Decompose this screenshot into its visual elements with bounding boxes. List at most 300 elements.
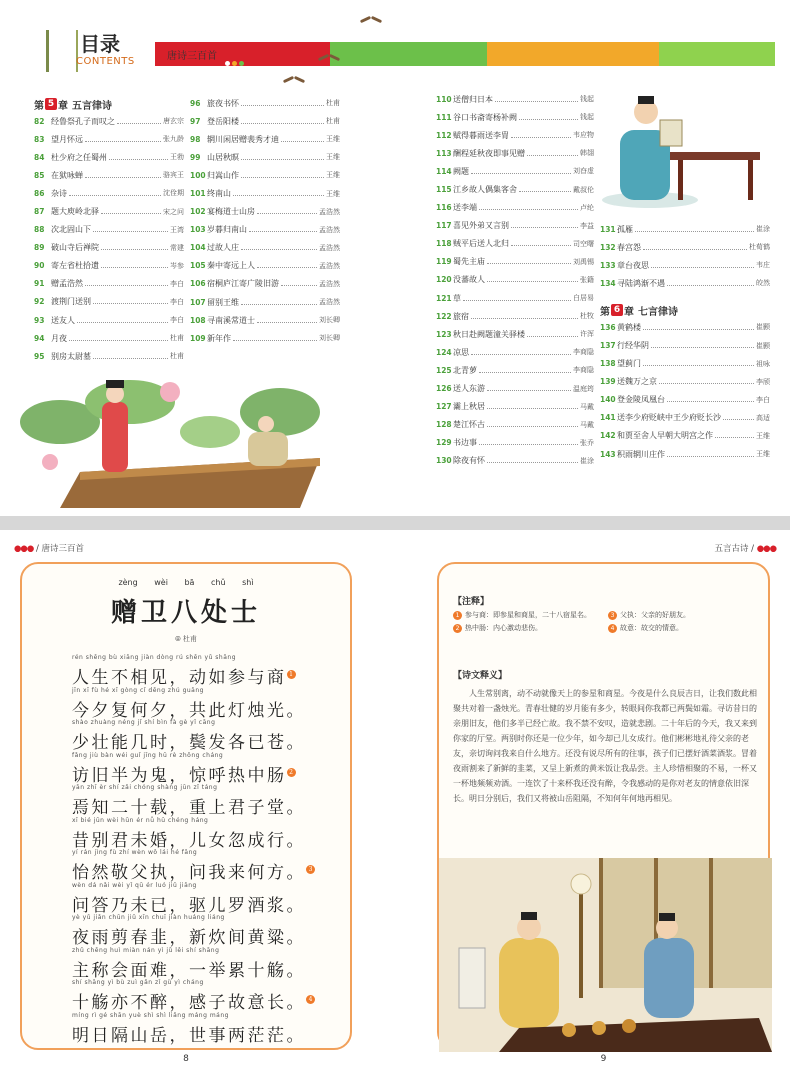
toc-leader bbox=[117, 119, 161, 124]
poem-line-text: 焉知二十载，重上君子堂。 bbox=[72, 798, 306, 818]
toc-entry-page: 90 bbox=[34, 261, 45, 271]
toc-entry-title: 破山寺后禅院 bbox=[51, 243, 99, 253]
toc-entry-page: 100 bbox=[190, 170, 206, 180]
toc-leader bbox=[249, 227, 317, 232]
page-number-left: 8 bbox=[183, 1054, 189, 1064]
poem-line-text: 今夕复何夕，共此灯烛光。 bbox=[72, 700, 306, 721]
toc-entry-page: 82 bbox=[34, 116, 45, 126]
toc-entry bbox=[436, 126, 594, 144]
toc-entry bbox=[436, 343, 594, 361]
right-page-header: 五言古诗 / ●●● bbox=[714, 544, 776, 554]
toc-entry-author: 王维 bbox=[756, 450, 770, 459]
toc-entry bbox=[34, 184, 184, 202]
toc-entry bbox=[436, 307, 594, 325]
toc-leader bbox=[233, 336, 317, 341]
toc-leader bbox=[643, 361, 754, 366]
toc-entry bbox=[600, 445, 770, 463]
toc-entry-author: 刘长卿 bbox=[319, 316, 340, 325]
toc-entry-author: 马戴 bbox=[580, 420, 594, 429]
poem-line bbox=[72, 1012, 322, 1045]
toc-leader bbox=[241, 173, 324, 178]
toc-entry-author: 孟浩然 bbox=[319, 225, 340, 234]
toc-entry bbox=[600, 274, 770, 292]
toc-leader bbox=[69, 191, 161, 196]
toc-entry-page: 93 bbox=[34, 315, 45, 325]
toc-entry-title: 杜少府之任蜀州 bbox=[51, 152, 107, 162]
toc-entry-author: 王维 bbox=[756, 431, 770, 440]
explain-text: 人生常别离，动不动就像天上的参星和商星。今夜是什么良辰吉日，让我们数此相聚共对着一盏烛光。青春壮健的岁月能有多少，转眼间你我都已两鬓如霜。寻访昔日的亲朋旧友，他们多半已经亡故。我不禁不安叹，造就悲剧。二十年后的今天，我又来到你家的厅堂。两别时你还是一位少年，如今却已儿女成行。他们彬彬地礼待父亲的老友，亲切询问我来自什么地方。还没有说尽所有的往事，孩子们已摆好酒菜酒浆。冒着夜雨割来了新鲜的韭菜，又呈上新煮的黄米饭让我品尝。主人珍惜相聚的不易，一杯又一杯地频频劝酒。一连饮了十来杯我还没有醉，令我感动的是你对老友的情意依旧深长。明日分别后，我们又将被山岳阻隔，不知何年何地再相见。 bbox=[453, 689, 757, 803]
toc-entry bbox=[34, 275, 184, 293]
poem-spread bbox=[0, 530, 790, 1070]
poem-line bbox=[72, 849, 322, 882]
toc-leader bbox=[241, 101, 324, 106]
toc-entry-title: 赋得暮雨送李胄 bbox=[453, 130, 509, 140]
toc-entry bbox=[190, 257, 340, 275]
toc-entry-page: 124 bbox=[436, 347, 452, 357]
toc-entry-title: 山居秋暝 bbox=[207, 152, 239, 162]
toc-entry-title: 新年作 bbox=[207, 333, 231, 343]
toc-leader bbox=[635, 227, 754, 232]
toc-entry bbox=[34, 239, 184, 257]
toc-leader bbox=[723, 415, 754, 420]
banquet-illustration bbox=[439, 858, 772, 1052]
toc-entry-page: 137 bbox=[600, 341, 616, 351]
toc-leader bbox=[479, 368, 571, 373]
toc-leader bbox=[643, 325, 754, 330]
toc-entry-page: 139 bbox=[600, 377, 616, 387]
toc-leader bbox=[487, 422, 578, 427]
left-page-header: ●●● / 唐诗三百首 bbox=[14, 544, 85, 554]
toc-entry bbox=[190, 166, 340, 184]
toc-entry-title: 寻南溪常道士 bbox=[207, 315, 255, 325]
toc-leader bbox=[241, 155, 324, 160]
toc-entry-page: 86 bbox=[34, 188, 45, 198]
toc-entry-page: 95 bbox=[34, 351, 45, 361]
poem-line-text: 十觞亦不醉，感子故意长。 4 bbox=[72, 988, 322, 1013]
toc-entry-page: 141 bbox=[600, 413, 616, 423]
toc-entry bbox=[34, 221, 184, 239]
toc-leader bbox=[651, 343, 754, 348]
toc-entry bbox=[190, 293, 340, 311]
toc-entry-author: 孟浩然 bbox=[319, 279, 340, 288]
toc-entry bbox=[600, 355, 770, 373]
note-marker: 1 bbox=[287, 670, 296, 679]
poem-line-pinyin: yè yǔ jiǎn chūn jiǔ xīn chuī jiàn huáng liáng bbox=[72, 914, 225, 921]
toc-entry bbox=[436, 235, 594, 253]
poem-line-pinyin: rén shēng bù xiāng jiàn dòng rú shēn yǔ shāng bbox=[72, 654, 237, 661]
toc-entry-author: 高适 bbox=[756, 413, 770, 422]
poem-title: 赠卫八处士 bbox=[110, 598, 261, 628]
toc-entry-title: 终南山 bbox=[207, 189, 231, 199]
toc-leader bbox=[643, 245, 747, 250]
toc-leader bbox=[85, 281, 168, 286]
toc-entry-author: 宋之问 bbox=[163, 207, 184, 216]
poem-line bbox=[72, 947, 322, 980]
chapter-heading: 第 5 章 五言律诗 bbox=[34, 99, 112, 112]
note-marker: 4 bbox=[306, 995, 315, 1004]
poem-line bbox=[72, 719, 322, 752]
toc-entry-page: 119 bbox=[436, 257, 452, 267]
toc-entry bbox=[190, 311, 340, 329]
toc-leader bbox=[667, 397, 754, 402]
toc-entry-title: 灞上秋居 bbox=[453, 402, 485, 412]
toc-entry-title: 送魏万之京 bbox=[617, 377, 657, 387]
toc-entry-page: 96 bbox=[190, 98, 201, 108]
poem-line-text: 人生不相见，动如参与商 1 bbox=[72, 663, 322, 688]
toc-entry-title: 除夜有怀 bbox=[453, 456, 485, 466]
bird-icon bbox=[318, 52, 340, 64]
toc-entry-page: 129 bbox=[436, 438, 452, 448]
toc-entry bbox=[436, 361, 594, 379]
toc-entry-author: 温庭筠 bbox=[573, 384, 594, 393]
toc-entry-author: 司空曙 bbox=[573, 239, 594, 248]
toc-entry-page: 143 bbox=[600, 449, 616, 459]
toc-leader bbox=[519, 187, 571, 192]
poem-body bbox=[72, 654, 322, 1044]
toc-entry-author: 孟浩然 bbox=[319, 261, 340, 270]
toc-leader bbox=[487, 259, 571, 264]
toc-entry-author: 李商隐 bbox=[573, 366, 594, 375]
toc-entry-title: 行经华阴 bbox=[617, 341, 649, 351]
poem-line-text: 夜雨剪春韭，新炊间黄粱。 bbox=[72, 928, 306, 948]
book-name: 唐诗三百首 bbox=[167, 51, 217, 62]
toc-entry-author: 崔颢 bbox=[756, 341, 770, 350]
toc-entry bbox=[190, 94, 340, 112]
toc-entry bbox=[600, 409, 770, 427]
poem-line-pinyin: yān zhī èr shí zǎi chóng shàng jūn zǐ táng bbox=[72, 784, 218, 791]
toc-entry bbox=[436, 253, 594, 271]
toc-entry-title: 送李端 bbox=[453, 203, 477, 213]
toc-entry-author: 李白 bbox=[756, 395, 770, 404]
toc-entry-title: 归嵩山作 bbox=[207, 170, 239, 180]
toc-entry bbox=[436, 380, 594, 398]
toc-entry-author: 李白 bbox=[170, 316, 184, 325]
toc-leader bbox=[487, 458, 578, 463]
toc-leader bbox=[257, 209, 317, 214]
toc-entry bbox=[600, 238, 770, 256]
toc-entry bbox=[190, 112, 340, 130]
toc-entry bbox=[34, 148, 184, 166]
toc-entry bbox=[436, 90, 594, 108]
toc-leader bbox=[487, 386, 571, 391]
toc-leader bbox=[715, 433, 754, 438]
toc-entry-page: 85 bbox=[34, 170, 45, 180]
toc-entry-author: 钱起 bbox=[580, 95, 594, 104]
toc-column-1 bbox=[34, 96, 184, 365]
toc-entry-author: 杜荀鹤 bbox=[749, 243, 770, 252]
toc-leader bbox=[479, 205, 578, 210]
toc-entry bbox=[190, 130, 340, 148]
toc-leader bbox=[241, 119, 324, 124]
toc-entry-title: 别房太尉墓 bbox=[51, 351, 91, 361]
toc-leader bbox=[77, 318, 168, 323]
toc-entry bbox=[190, 239, 340, 257]
toc-entry-author: 杜牧 bbox=[580, 312, 594, 321]
toc-entry-page: 140 bbox=[600, 395, 616, 405]
toc-entry-title: 蜀先主庙 bbox=[453, 257, 485, 267]
toc-entry-title: 望蓟门 bbox=[617, 359, 641, 369]
toc-entry-title: 经鲁祭孔子而叹之 bbox=[51, 116, 115, 126]
toc-title: 目录 bbox=[80, 32, 120, 56]
toc-entry bbox=[34, 257, 184, 275]
toc-leader bbox=[495, 97, 578, 102]
toc-logo bbox=[40, 26, 170, 78]
toc-entry-title: 书边事 bbox=[453, 438, 477, 448]
toc-entry bbox=[34, 112, 184, 130]
poem-line-pinyin: xī bié jūn wèi hūn ér nǚ hū chéng háng bbox=[72, 816, 209, 824]
toc-entry-title: 孤雁 bbox=[617, 224, 633, 234]
toc-subtitle: CONTENTS bbox=[76, 56, 135, 67]
note-item: 2 热中肠：内心激动悲伤。 bbox=[453, 623, 608, 636]
toc-entry bbox=[34, 202, 184, 220]
toc-entry bbox=[190, 275, 340, 293]
toc-entry bbox=[436, 180, 594, 198]
toc-entry-title: 赠孟浩然 bbox=[51, 279, 83, 289]
toc-entry-page: 121 bbox=[436, 293, 452, 303]
toc-header-bar bbox=[155, 42, 775, 66]
toc-entry-author: 骆宾王 bbox=[163, 171, 184, 180]
toc-entry-author: 张乔 bbox=[580, 438, 594, 447]
toc-entry-page: 101 bbox=[190, 189, 206, 199]
toc-entry-page: 133 bbox=[600, 260, 616, 270]
toc-entry-author: 韦庄 bbox=[756, 261, 770, 270]
brush-holder-icon bbox=[46, 30, 78, 72]
toc-leader bbox=[281, 137, 324, 142]
toc-entry-page: 103 bbox=[190, 225, 206, 235]
toc-entry-title: 北青萝 bbox=[453, 365, 477, 375]
toc-entry-title: 旅夜书怀 bbox=[207, 98, 239, 108]
toc-entry-page: 142 bbox=[600, 431, 616, 441]
toc-leader bbox=[527, 151, 578, 156]
toc-entry bbox=[34, 293, 184, 311]
toc-entry-page: 112 bbox=[436, 130, 452, 140]
toc-entry-author: 沈佺期 bbox=[163, 189, 184, 198]
toc-entry-title: 在狱咏蝉 bbox=[51, 170, 83, 180]
toc-entry-author: 王勃 bbox=[170, 153, 184, 162]
toc-entry bbox=[190, 148, 340, 166]
toc-entry-title: 题大庾岭北驿 bbox=[51, 207, 99, 217]
notes-panel bbox=[437, 562, 770, 1064]
toc-entry-title: 章台夜思 bbox=[617, 260, 649, 270]
toc-entry-page: 118 bbox=[436, 239, 452, 249]
poem-line-pinyin: míng rì gé shān yuè shì shì liǎng máng máng bbox=[72, 1011, 229, 1019]
toc-entry-author: 杜甫 bbox=[170, 334, 184, 343]
toc-entry-author: 孟浩然 bbox=[319, 207, 340, 216]
toc-entry-page: 122 bbox=[436, 311, 452, 321]
toc-entry-title: 和贾至舍人早朝大明宫之作 bbox=[617, 431, 713, 441]
poem-line-pinyin: shí shāng yì bù zuì gǎn zǐ gù yì cháng bbox=[72, 979, 204, 986]
toc-entry bbox=[190, 184, 340, 202]
toc-entry-page: 114 bbox=[436, 166, 452, 176]
toc-entry-title: 江乡故人偶集客舍 bbox=[453, 185, 517, 195]
toc-entry bbox=[34, 166, 184, 184]
toc-entry-author: 韦应物 bbox=[573, 131, 594, 140]
toc-leader bbox=[101, 245, 168, 250]
toc-leader bbox=[659, 379, 754, 384]
toc-entry-author: 崔涂 bbox=[756, 225, 770, 234]
toc-leader bbox=[241, 300, 317, 305]
toc-entry-author: 孟浩然 bbox=[319, 298, 340, 307]
toc-entry-title: 旅宿 bbox=[453, 311, 469, 321]
toc-entry-page: 104 bbox=[190, 243, 206, 253]
explain-heading: 【诗文释义】 bbox=[453, 671, 508, 681]
toc-entry-page: 113 bbox=[436, 148, 452, 158]
toc-entry-page: 102 bbox=[190, 207, 206, 217]
toc-entry-author: 崔涂 bbox=[580, 456, 594, 465]
toc-entry-page: 108 bbox=[190, 315, 206, 325]
toc-entry bbox=[436, 398, 594, 416]
toc-entry bbox=[600, 336, 770, 354]
toc-column-2 bbox=[190, 94, 340, 347]
poem-panel bbox=[20, 562, 352, 1064]
toc-entry-title: 草 bbox=[453, 293, 461, 303]
toc-entry bbox=[600, 256, 770, 274]
toc-entry-author: 韩翃 bbox=[580, 149, 594, 158]
toc-leader bbox=[667, 452, 754, 457]
toc-entry-title: 春宫怨 bbox=[617, 242, 641, 252]
toc-entry bbox=[600, 427, 770, 445]
toc-entry-title: 秋日赴阙题潼关驿楼 bbox=[453, 329, 525, 339]
toc-entry-author: 李白 bbox=[170, 297, 184, 306]
toc-entry bbox=[436, 434, 594, 452]
toc-entry-page: 87 bbox=[34, 207, 45, 217]
poem-title-pinyin: zèng wèi bā chǔ shì bbox=[118, 578, 254, 587]
toc-entry-author: 皎然 bbox=[756, 279, 770, 288]
toc-entry-page: 111 bbox=[436, 112, 452, 122]
toc-entry-title: 秦中寄远上人 bbox=[207, 261, 255, 271]
toc-entry bbox=[600, 373, 770, 391]
toc-leader bbox=[233, 191, 324, 196]
toc-entry-author: 岑参 bbox=[170, 261, 184, 270]
toc-entry-page: 92 bbox=[34, 297, 45, 307]
toc-entry-title: 宿桐庐江寄广陵旧游 bbox=[207, 279, 279, 289]
toc-entry-title: 登金陵凤凰台 bbox=[617, 395, 665, 405]
toc-entry-page: 105 bbox=[190, 261, 206, 271]
toc-entry bbox=[600, 391, 770, 409]
lotus-boat-illustration bbox=[20, 362, 320, 508]
page-separator bbox=[0, 516, 790, 530]
poem-line bbox=[72, 752, 322, 785]
toc-entry-title: 月夜 bbox=[51, 333, 67, 343]
bird-icon bbox=[360, 14, 382, 26]
toc-entry-page: 131 bbox=[600, 224, 616, 234]
toc-entry-page: 110 bbox=[436, 94, 452, 104]
poem-line bbox=[72, 817, 322, 850]
toc-leader bbox=[109, 155, 168, 160]
toc-entry-author: 孟浩然 bbox=[319, 243, 340, 252]
toc-entry-page: 127 bbox=[436, 402, 452, 412]
toc-entry-author: 杜甫 bbox=[326, 117, 340, 126]
toc-entry-page: 125 bbox=[436, 365, 452, 375]
toc-entry-title: 过故人庄 bbox=[207, 243, 239, 253]
poem-line-text: 昔别君未婚，儿女忽成行。 bbox=[72, 830, 306, 851]
toc-entry-author: 王维 bbox=[326, 153, 340, 162]
toc-entry-author: 许浑 bbox=[580, 330, 594, 339]
toc-leader bbox=[471, 314, 578, 319]
toc-spread bbox=[0, 0, 790, 514]
poem-line bbox=[72, 654, 322, 687]
dots-icon bbox=[225, 51, 246, 70]
note-item: 1 参与商：即参星和商星，二十八宿星名。 bbox=[453, 610, 608, 623]
toc-entry-title: 寻陆鸿渐不遇 bbox=[617, 278, 665, 288]
toc-entry bbox=[190, 203, 340, 221]
poem-line bbox=[72, 784, 322, 817]
poem-line-text: 访旧半为鬼，惊呼热中肠 2 bbox=[72, 761, 322, 786]
toc-entry-page: 84 bbox=[34, 152, 45, 162]
poem-line-pinyin: yí rán jìng fù zhí wèn wǒ lái hé fāng bbox=[72, 849, 198, 856]
toc-entry-title: 阙题 bbox=[453, 166, 469, 176]
toc-entry-title: 送人东游 bbox=[453, 384, 485, 394]
toc-entry-author: 王湾 bbox=[170, 225, 184, 234]
poem-line-pinyin: shào zhuàng néng jǐ shí bìn fà gè yǐ cāng bbox=[72, 719, 216, 726]
toc-entry-page: 128 bbox=[436, 420, 452, 430]
note-marker: 3 bbox=[306, 865, 315, 874]
toc-entry-page: 83 bbox=[34, 134, 45, 144]
toc-entry-page: 126 bbox=[436, 384, 452, 394]
toc-entry-page: 106 bbox=[190, 279, 206, 289]
bird-icon bbox=[283, 74, 305, 86]
toc-entry-title: 谷口书斋寄杨补阙 bbox=[453, 112, 517, 122]
toc-entry-page: 94 bbox=[34, 333, 45, 343]
toc-leader bbox=[479, 440, 578, 445]
toc-leader bbox=[85, 173, 161, 178]
toc-entry-page: 134 bbox=[600, 278, 616, 288]
toc-entry-page: 123 bbox=[436, 329, 452, 339]
toc-leader bbox=[281, 281, 317, 286]
poem-line-text: 怡然敬父执，问我来何方。 3 bbox=[72, 858, 322, 883]
toc-entry-title: 贼平后送人北归 bbox=[453, 239, 509, 249]
toc-entry-page: 89 bbox=[34, 243, 45, 253]
toc-entry-page: 107 bbox=[190, 297, 206, 307]
poem-line-pinyin: wèn dá nǎi wèi yǐ qū ér luó jiǔ jiāng bbox=[72, 881, 197, 889]
toc-entry-page: 120 bbox=[436, 275, 452, 285]
toc-entry-title: 望月怀远 bbox=[51, 134, 83, 144]
scholar-reading-illustration bbox=[600, 90, 770, 210]
toc-leader bbox=[651, 263, 754, 268]
toc-entry-title: 积雨辋川庄作 bbox=[617, 449, 665, 459]
toc-entry-author: 马戴 bbox=[580, 402, 594, 411]
toc-entry-page: 99 bbox=[190, 152, 201, 162]
toc-entry-title: 送友人 bbox=[51, 315, 75, 325]
toc-entry bbox=[34, 329, 184, 347]
poem-line-pinyin: zhǔ chēng huì miàn nán yì jǔ lěi shí shāng bbox=[72, 946, 220, 954]
toc-entry bbox=[436, 108, 594, 126]
toc-entry-page: 91 bbox=[34, 279, 45, 289]
toc-entry-title: 渡荆门送别 bbox=[51, 297, 91, 307]
toc-leader bbox=[519, 115, 578, 120]
toc-column-4 bbox=[600, 220, 770, 463]
toc-entry bbox=[436, 289, 594, 307]
toc-entry-author: 白居易 bbox=[573, 294, 594, 303]
toc-leader bbox=[257, 263, 317, 268]
toc-entry-title: 凉思 bbox=[453, 347, 469, 357]
toc-leader bbox=[667, 281, 754, 286]
toc-entry-author: 刘昚虚 bbox=[573, 167, 594, 176]
poem-line-text: 明日隔山岳，世事两茫茫。 bbox=[72, 1025, 306, 1046]
notes-heading: 【注释】 bbox=[453, 597, 490, 607]
poem-line-text: 少壮能几时，鬓发各已苍。 bbox=[72, 733, 306, 753]
toc-entry-title: 留别王维 bbox=[207, 297, 239, 307]
toc-leader bbox=[487, 404, 578, 409]
toc-leader bbox=[241, 245, 317, 250]
toc-leader bbox=[93, 354, 168, 359]
toc-entry-page: 130 bbox=[436, 456, 452, 466]
toc-entry-title: 楚江怀古 bbox=[453, 420, 485, 430]
toc-entry bbox=[34, 311, 184, 329]
toc-leader bbox=[93, 299, 168, 304]
toc-leader bbox=[257, 318, 317, 323]
poem-line bbox=[72, 687, 322, 720]
